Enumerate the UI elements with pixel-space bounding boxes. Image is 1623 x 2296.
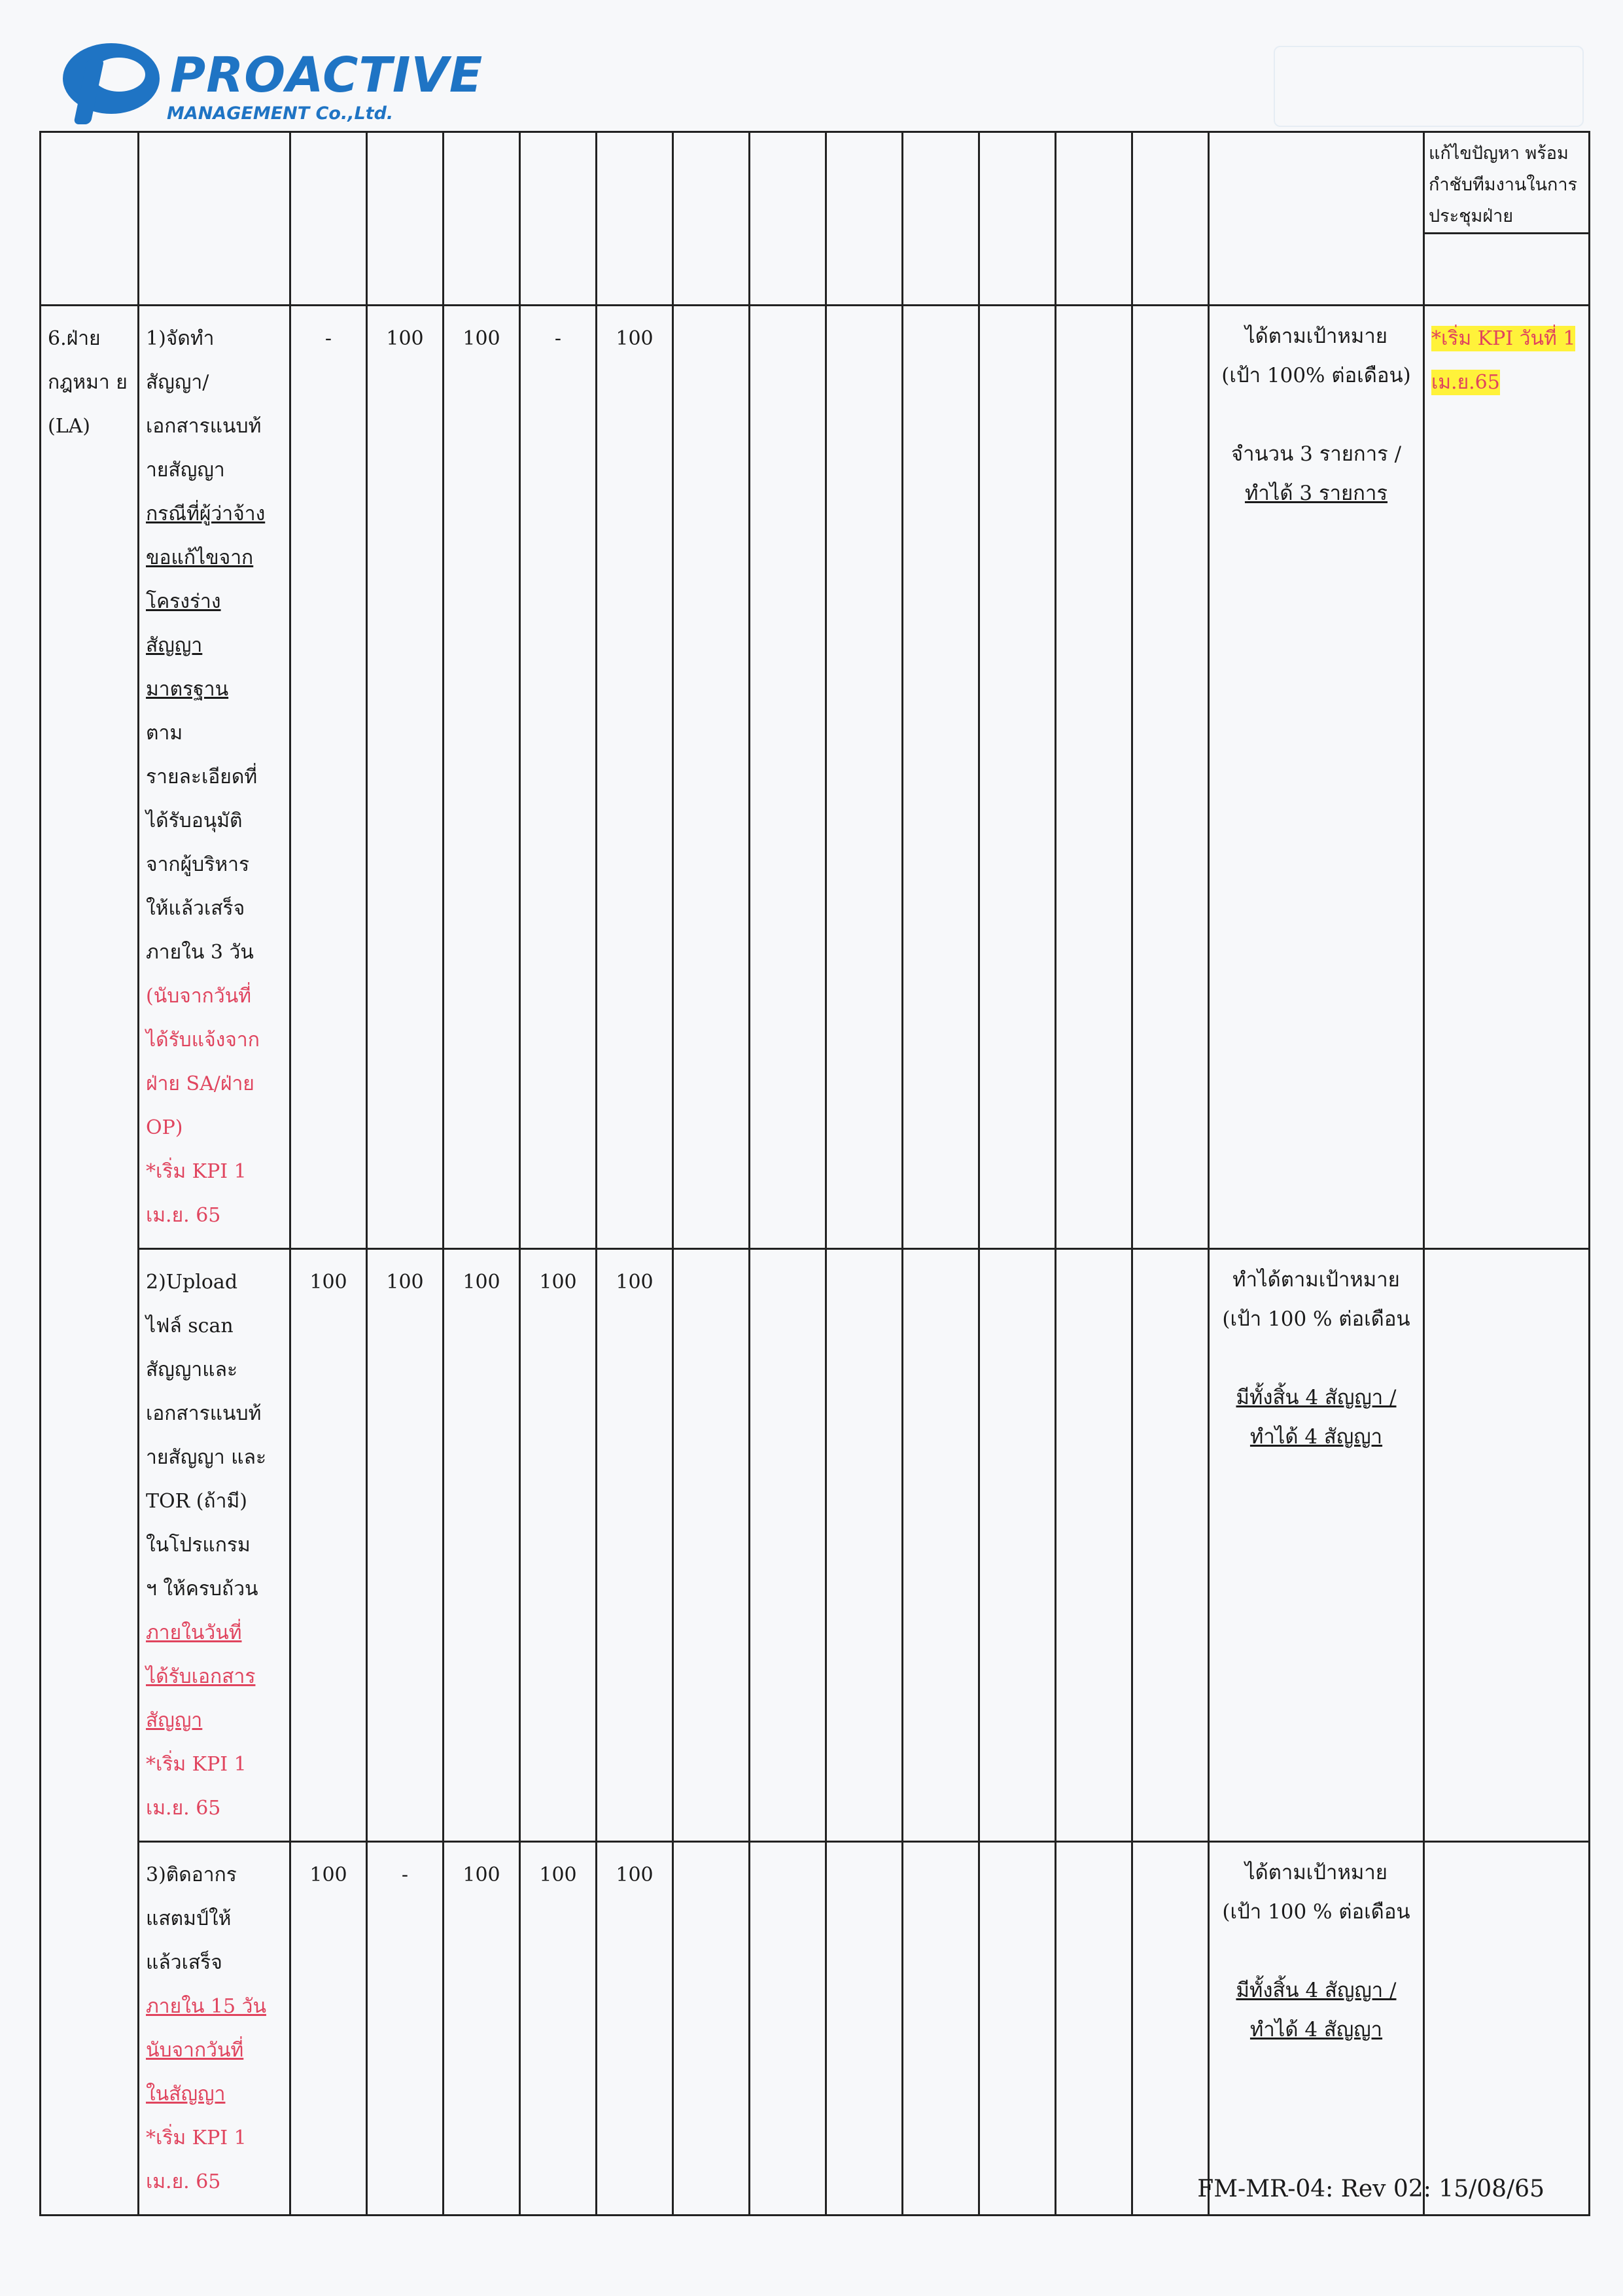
result-done: ทำได้ 3 รายการ bbox=[1244, 482, 1388, 505]
result-count: จำนวน 3 รายการ / bbox=[1230, 442, 1402, 466]
task-line: *เริ่ม KPI 1 bbox=[146, 1753, 247, 1776]
task-cell bbox=[139, 1249, 290, 1842]
task-line: ายสัญญา และ bbox=[146, 1446, 267, 1469]
task-line: *เริ่ม KPI 1 bbox=[146, 2127, 247, 2149]
value-text: - bbox=[324, 327, 332, 350]
value-cell bbox=[520, 1249, 597, 1842]
task-line: แล้วเสร็จ bbox=[146, 1951, 222, 1974]
result-count: มีทั้งสิ้น 4 สัญญา / bbox=[1236, 1979, 1397, 2002]
value-cell bbox=[1132, 1249, 1209, 1842]
task-line: ภายในวันที่ bbox=[146, 1621, 242, 1644]
kpi-table bbox=[39, 131, 1590, 2216]
value-text: 100 bbox=[309, 1271, 347, 1294]
value-text: 100 bbox=[616, 1271, 654, 1294]
task-line: ได้รับแจ้งจาก bbox=[146, 1029, 260, 1051]
task-line: ให้แล้วเสร็จ bbox=[146, 897, 245, 920]
header-cell-task bbox=[139, 132, 290, 306]
result-count: มีทั้งสิ้น 4 สัญญา / bbox=[1236, 1386, 1397, 1409]
table-row bbox=[41, 1842, 1590, 2216]
value-cell bbox=[597, 1249, 673, 1842]
task-line: ในโปรแกรม bbox=[146, 1534, 251, 1557]
value-cell bbox=[903, 1249, 979, 1842]
value-cell bbox=[979, 306, 1056, 1249]
value-cell bbox=[903, 1842, 979, 2216]
value-cell bbox=[290, 1842, 367, 2216]
table-row bbox=[41, 1249, 1590, 1842]
result-done: ทำได้ 4 สัญญา bbox=[1249, 2018, 1383, 2041]
value-cell bbox=[367, 306, 444, 1249]
task-line: ฝ่าย SA/ฝ่าย bbox=[146, 1072, 254, 1095]
value-cell bbox=[597, 1842, 673, 2216]
task-line: นับจากวันที่ bbox=[146, 2039, 244, 2062]
value-text: 100 bbox=[462, 327, 500, 350]
task-line: สัญญา bbox=[146, 1709, 203, 1732]
proactive-p-icon bbox=[59, 33, 170, 131]
table-row bbox=[41, 306, 1590, 1249]
task-line: ขอแก้ไขจาก bbox=[146, 546, 254, 569]
remark-cell bbox=[1424, 306, 1590, 1249]
task-line: ภายใน 3 วัน bbox=[146, 941, 254, 964]
value-cell bbox=[444, 306, 520, 1249]
task-line: ไฟล์ scan bbox=[146, 1315, 234, 1337]
task-line: ฯ ให้ครบถ้วน bbox=[146, 1578, 258, 1600]
value-cell bbox=[1056, 1842, 1132, 2216]
value-cell bbox=[1132, 1842, 1209, 2216]
value-cell bbox=[673, 1842, 750, 2216]
task-line: (นับจากวันที่ bbox=[146, 985, 251, 1008]
task-line: โครงร่าง bbox=[146, 590, 221, 613]
value-text: 100 bbox=[616, 1863, 654, 1886]
value-text: 100 bbox=[386, 327, 424, 350]
task-line: 1)จัดทำ bbox=[146, 327, 215, 350]
value-cell bbox=[520, 306, 597, 1249]
task-line: สัญญา/ bbox=[146, 371, 209, 394]
result-cell bbox=[1209, 1842, 1424, 2216]
value-cell bbox=[444, 1842, 520, 2216]
header-cell-remark bbox=[1424, 132, 1590, 306]
result-status: ได้ตามเป้าหมาย bbox=[1245, 325, 1387, 348]
header-remark-note: แก้ไขปัญหา พร้อม กำชับทีมงานในการ ประชุมฝ่าย bbox=[1425, 133, 1588, 234]
department-label: 6.ฝ่าย กฎหมา ย (LA) bbox=[48, 327, 128, 438]
brand-name: PROACTIVE bbox=[170, 47, 483, 103]
result-status: ได้ตามเป้าหมาย bbox=[1245, 1861, 1387, 1884]
value-cell bbox=[826, 1842, 903, 2216]
value-cell bbox=[1056, 1249, 1132, 1842]
task-line: เม.ย. 65 bbox=[146, 2170, 221, 2193]
value-text: 100 bbox=[462, 1271, 500, 1294]
value-text: - bbox=[554, 327, 562, 350]
value-cell bbox=[444, 1249, 520, 1842]
value-cell bbox=[826, 1249, 903, 1842]
result-target: (เป้า 100 % ต่อเดือน bbox=[1222, 1307, 1410, 1331]
result-status: ทำได้ตามเป้าหมาย bbox=[1232, 1268, 1400, 1292]
result-done: ทำได้ 4 สัญญา bbox=[1249, 1425, 1383, 1449]
task-line: กรณีที่ผู้ว่าจ้าง bbox=[146, 503, 266, 525]
result-cell bbox=[1209, 306, 1424, 1249]
value-cell bbox=[1056, 306, 1132, 1249]
value-cell bbox=[979, 1249, 1056, 1842]
task-line: มาตรฐาน bbox=[146, 678, 229, 701]
value-text: 100 bbox=[462, 1863, 500, 1886]
task-line: ได้รับเอกสาร bbox=[146, 1665, 256, 1688]
value-cell bbox=[750, 1249, 826, 1842]
value-text: 100 bbox=[309, 1863, 347, 1886]
value-cell bbox=[290, 306, 367, 1249]
task-line: ายสัญญา bbox=[146, 459, 225, 482]
task-line: 3)ติดอากร bbox=[146, 1863, 237, 1886]
brand-subtitle: MANAGEMENT Co.,Ltd. bbox=[167, 103, 394, 124]
value-cell bbox=[520, 1842, 597, 2216]
value-cell bbox=[1132, 306, 1209, 1249]
task-line: ตาม bbox=[146, 722, 183, 745]
value-cell bbox=[367, 1842, 444, 2216]
task-line: รายละเอียดที่ bbox=[146, 766, 258, 788]
value-cell bbox=[290, 1249, 367, 1842]
kpi-start-remark: *เริ่ม KPI วันที่ 1 เม.ย.65 bbox=[1431, 327, 1576, 394]
value-text: 100 bbox=[616, 327, 654, 350]
result-target: (เป้า 100 % ต่อเดือน bbox=[1222, 1900, 1410, 1924]
value-text: - bbox=[401, 1863, 409, 1886]
task-cell bbox=[139, 306, 290, 1249]
header-row bbox=[41, 132, 1590, 306]
remark-cell bbox=[1424, 1249, 1590, 1842]
department-cell bbox=[41, 306, 139, 2216]
company-logo bbox=[59, 33, 483, 131]
task-line: จากผู้บริหาร bbox=[146, 853, 250, 876]
form-code: FM-MR-04: Rev 02: 15/08/65 bbox=[1197, 2176, 1544, 2202]
value-cell bbox=[673, 306, 750, 1249]
remark-cell bbox=[1424, 1842, 1590, 2216]
value-cell bbox=[750, 1842, 826, 2216]
value-text: 100 bbox=[386, 1271, 424, 1294]
task-line: ภายใน 15 วัน bbox=[146, 1995, 266, 2018]
faded-watermark bbox=[1274, 46, 1584, 127]
result-target: (เป้า 100% ต่อเดือน) bbox=[1221, 364, 1411, 387]
value-cell bbox=[673, 1249, 750, 1842]
task-line: 2)Upload bbox=[146, 1271, 238, 1294]
task-line: เอกสารแนบท้ bbox=[146, 415, 262, 438]
task-line: สัญญา bbox=[146, 634, 203, 657]
task-line: แสตมป์ให้ bbox=[146, 1907, 232, 1930]
header-cell-department bbox=[41, 132, 139, 306]
value-cell bbox=[826, 306, 903, 1249]
task-line: เม.ย. 65 bbox=[146, 1797, 221, 1820]
value-cell bbox=[750, 306, 826, 1249]
value-text: 100 bbox=[539, 1863, 577, 1886]
header-cell-result bbox=[1209, 132, 1424, 306]
task-line: เม.ย. 65 bbox=[146, 1204, 221, 1227]
task-line: สัญญาและ bbox=[146, 1358, 238, 1381]
task-line: ได้รับอนุมัติ bbox=[146, 809, 243, 832]
task-line: TOR (ถ้ามี) bbox=[146, 1490, 247, 1513]
value-cell bbox=[597, 306, 673, 1249]
value-text: 100 bbox=[539, 1271, 577, 1294]
value-cell bbox=[979, 1842, 1056, 2216]
task-line: OP) bbox=[146, 1116, 183, 1139]
task-line: เอกสารแนบท้ bbox=[146, 1402, 262, 1425]
task-line: ในสัญญา bbox=[146, 2083, 226, 2106]
task-cell bbox=[139, 1842, 290, 2216]
value-cell bbox=[903, 306, 979, 1249]
task-line: *เริ่ม KPI 1 bbox=[146, 1160, 247, 1183]
value-cell bbox=[367, 1249, 444, 1842]
result-cell bbox=[1209, 1249, 1424, 1842]
